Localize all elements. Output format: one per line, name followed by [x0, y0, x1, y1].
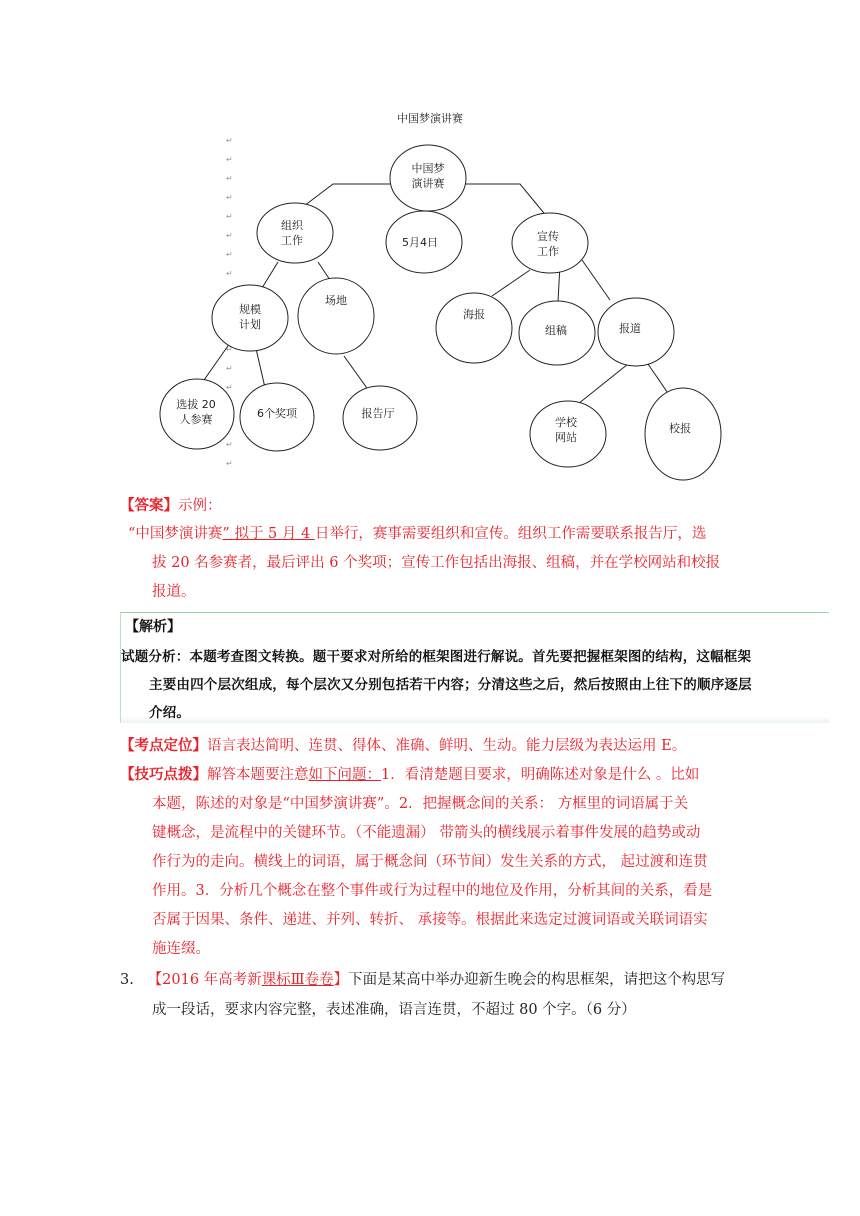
answer-line-1b: ” 拟于 5 月 4 — [222, 526, 315, 542]
jiqiao-label: 【技巧点拨】 — [120, 766, 207, 783]
svg-text:↵: ↵ — [226, 212, 233, 221]
jiqiao-line-3: 键概念，是流程中的关键环节。（不能遗漏） 带箭头的横线展示着事件发展的趋势或动 — [152, 825, 701, 841]
diagram-title: 中国梦演讲赛 — [397, 112, 463, 125]
label-venue: 场地 — [325, 294, 347, 307]
label-awards: 6个奖项 — [257, 407, 297, 420]
analysis-line-2: 主要由四个层次组成，每个层次又分别包括若干内容；分清这些之后，然后按照由上往下的顺序逐层 — [149, 677, 752, 693]
label-report: 报道 — [619, 322, 641, 335]
analysis-box — [120, 612, 829, 723]
svg-text:↵: ↵ — [226, 383, 233, 392]
question-3-source-underlined: 课标Ⅲ卷卷 — [261, 972, 334, 988]
answer-header — [120, 492, 820, 520]
analysis-line-1: 试题分析：本题考查图文转换。题干要求对所给的框架图进行解说。首先要把握框架图的结构，这幅框架 — [121, 649, 752, 665]
jiqiao-line-2: 本题，陈述的对象是“中国梦演讲赛”。2．把握概念间的关系： 方框里的词语属于关 — [152, 796, 689, 812]
label-root: 中国梦演讲赛 — [411, 162, 445, 190]
label-poster: 海报 — [463, 308, 485, 321]
question-3-line-2: 成一段话，要求内容完整，表述准确，语言连贯，不超过 80 个字。（6 分） — [152, 1002, 636, 1018]
label-scale: 规模计划 — [239, 303, 261, 331]
label-publicity: 宣传工作 — [537, 230, 559, 258]
analysis-heading: 【解析】 — [125, 619, 181, 635]
question-3-line-1 — [120, 966, 820, 994]
node-poster — [436, 293, 512, 363]
label-hall: 报告厅 — [361, 407, 395, 420]
svg-text:↵: ↵ — [226, 174, 233, 183]
svg-text:↵: ↵ — [226, 440, 233, 449]
question-3-number: 3. — [120, 972, 134, 988]
svg-text:↵: ↵ — [226, 136, 233, 145]
label-manuscript: 组稿 — [545, 324, 567, 337]
jiqiao-line-5: 作用。3．分析几个概念在整个事件或行为过程中的地位及作用，分析其间的关系，看是 — [152, 883, 713, 899]
svg-text:↵: ↵ — [226, 193, 233, 202]
jiqiao-line-1u: 如下问题： — [308, 767, 381, 783]
label-select: 选拔 20 人参赛 — [176, 398, 216, 426]
question-3-source-open: 【2016 年高考新 — [147, 972, 262, 988]
svg-text:↵: ↵ — [226, 364, 233, 373]
answer-line-2: 拔 20 名参赛者，最后评出 6 个奖项；宣传工作包括出海报、组稿，并在学校网站和校报 — [152, 555, 721, 571]
jiqiao-line-4: 作行为的走向。横线上的词语，属于概念间（环节间）发生关系的方式， 起过渡和连贯 — [152, 854, 708, 870]
concept-diagram — [0, 0, 860, 490]
svg-text:↵: ↵ — [226, 345, 233, 354]
label-date: 5月4日 — [402, 236, 438, 249]
svg-text:↵: ↵ — [226, 459, 233, 468]
jiqiao-line-1a: 解答本题要注意 — [207, 767, 309, 783]
label-school-site: 学校网站 — [555, 416, 577, 444]
jiqiao-line-1 — [120, 761, 820, 789]
kaodian-text: 语言表达简明、连贯、得体、准确、鲜明、生动。能力层级为表达运用 E。 — [207, 738, 687, 754]
node-organize — [257, 203, 333, 263]
node-publicity — [512, 213, 588, 273]
kaodian-line — [120, 732, 820, 760]
svg-text:↵: ↵ — [226, 231, 233, 240]
answer-label: 【答案】 — [120, 497, 178, 514]
answer-line-1c: 日举行，赛事需要组织和宣传。组织工作需要联系报告厅，选 — [314, 526, 707, 542]
kaodian-label: 【考点定位】 — [120, 737, 207, 754]
label-school-paper: 校报 — [669, 422, 691, 435]
analysis-line-3: 介绍。 — [149, 705, 191, 721]
answer-line-1 — [128, 520, 828, 548]
question-3-source-close: 】 — [333, 972, 349, 988]
jiqiao-line-1b: 1．看清楚题目要求，明确陈述对象是什么 。比如 — [381, 767, 700, 783]
answer-prefix: 示例： — [178, 498, 222, 514]
svg-text:↵: ↵ — [226, 269, 233, 278]
jiqiao-line-6: 否属于因果、条件、递进、并列、转折、 承接等。根据此来选定过渡词语或关联词语实 — [152, 912, 708, 928]
svg-text:↵: ↵ — [226, 155, 233, 164]
answer-line-1a: “中国梦演讲赛 — [128, 526, 223, 542]
svg-text:↵: ↵ — [226, 250, 233, 259]
question-3-line-1-rest: 下面是某高中举办迎新生晚会的构思框架，请把这个构思写 — [348, 972, 726, 988]
node-venue — [298, 278, 374, 354]
label-organize: 组织工作 — [281, 219, 303, 247]
jiqiao-line-7: 施连缀。 — [152, 941, 210, 957]
answer-line-3: 报道。 — [152, 584, 196, 600]
